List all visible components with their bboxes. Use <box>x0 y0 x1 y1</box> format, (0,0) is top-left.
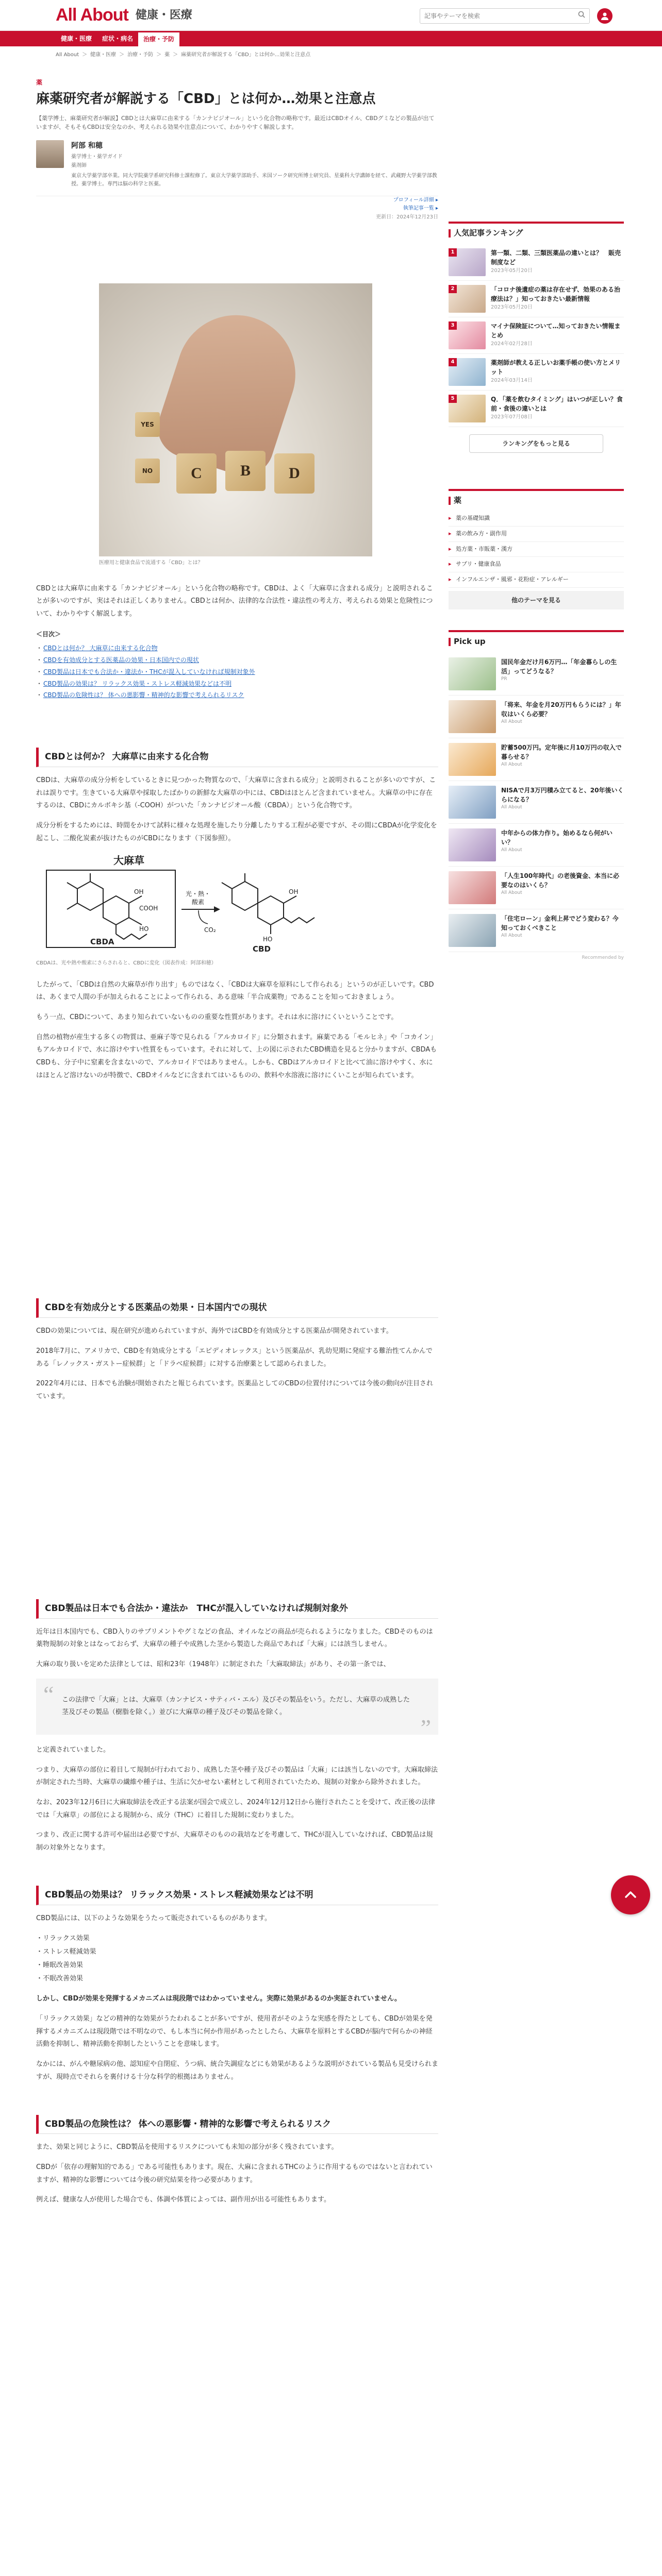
paragraph: と定義されていました。 <box>36 1746 110 1754</box>
ranking-heading <box>449 222 624 244</box>
paragraph: 成分分析をするためには、時間をかけて試料に様々な処理を施したり分離したりする工程が必要ですが、その間にCBDAが化学変化を起こし、二酸化炭素が抜けたものがCBDになります（下図参照）。 <box>36 822 437 842</box>
paragraph: 自然の植物が産生する多くの物質は、亜麻子等で見られる「アルカロイド」に分類されます。麻薬である「モルヒネ」や「コカイン」もアルカロイドで、水に溶けやすい性質をもっています。それに対して、上の図に示されたCBD構造を見ると分かりますが、CBDAもCBDも、分子中に窒素を含まないので、アルカロイドではありません。しかも、CBDはアルカロイドと比べて油に溶けやすく、水にはほとんど溶けないのが特徴で、CBDオイルなどに含まれてはいるものの、飲料や水溶液に溶けにくいことが知られています。 <box>36 1033 437 1079</box>
svg-text:HO: HO <box>139 925 149 933</box>
category-more-button[interactable]: 他のテーマを見る <box>449 591 624 609</box>
ranking-date: 2023年05月20日 <box>491 304 533 310</box>
arrow-head <box>214 906 220 912</box>
diagram-top-label: 大麻草 <box>113 854 144 867</box>
paragraph: また、効果と同じように、CBD製品を使用するリスクについても未知の部分が多く残されています。 <box>36 2143 338 2151</box>
category-link[interactable]: ▸ 薬の基礎知識 <box>449 511 624 527</box>
profile-link[interactable]: プロフィール詳細 <box>393 197 434 203</box>
paragraph: CBDが「依存の理解知的である」である可能性もあります。現在、大麻に含まれるTHCのように作用するものではないと言われていますが、精神的な影響については今後の研究結果を待つ必要があります。 <box>36 2163 433 2184</box>
nav-item-health[interactable]: 健康・医療 <box>61 35 92 42</box>
rank-number: 3 <box>449 321 457 330</box>
ranking-thumbnail <box>449 395 486 422</box>
section-medicine <box>36 1298 438 1403</box>
d-block: D <box>274 453 315 494</box>
article-lead: 【薬学博士、麻薬研究者が解説】CBDとは大麻草に由来する「カンナビジオール」という化合物の略称です。最近はCBDオイル、CBDグミなどの製品が出ていますが、そもそもCBDは安全なのか、考えられる効果や注意点について、わかりやすく解説します。 <box>36 114 435 131</box>
section-heading: CBD製品の危険性は？ 体への悪影響・精神的な影響で考えられるリスク <box>36 2115 438 2134</box>
heading-bar <box>449 497 451 505</box>
pickup-thumbnail <box>449 700 496 733</box>
arrow-label-line2: 酸素 <box>192 898 205 906</box>
diagram-caption: CBDAは、光や熱や酸素にさらされると、CBDに変化（図表作成：阿部和穂） <box>36 960 217 966</box>
pickup-thumbnail <box>449 743 496 776</box>
heading-bar <box>449 229 451 238</box>
pickup-item[interactable] <box>449 696 624 738</box>
search-icon[interactable] <box>578 11 585 21</box>
toc-item[interactable]: ・ CBDを有効成分とする医薬品の効果・日本国内での現状 <box>36 654 438 666</box>
cbd-molecule <box>222 873 315 934</box>
breadcrumb-item[interactable]: 薬 <box>164 52 170 58</box>
b-block: B <box>225 451 266 491</box>
pickup-title: 中年からの体力作り。始めるなら何がいい？ <box>501 829 613 846</box>
svg-text:COOH: COOH <box>139 904 158 912</box>
ranking-list <box>449 244 624 427</box>
list-item: ・ 睡眠改善効果 <box>36 1959 438 1972</box>
ranking-title: Q．「薬を飲むタイミング」はいつが正しい？食前・食後の違いとは <box>491 395 623 412</box>
paragraph: CBDは、大麻草の成分分析をしているときに見つかった物質なので、「大麻草に含まれる成分」と説明されることが多いのですが、これは誤りです。生きている大麻草や採取したばかりの新鮮な大麻草の中には、CBDはほとんど含まれていません。大麻草の中に存在するのは、CBDにカルボキシ基（-COOH）がついた「カンナビジオール酸（CBDA）」という化合物です。 <box>36 776 436 810</box>
rank-number: 5 <box>449 395 457 403</box>
author-title: 薬剤師 <box>71 162 87 168</box>
section-heading: CBD製品は日本でも合法か・違法か THCが混入していなければ規制対象外 <box>36 1599 438 1619</box>
nav-item-symptoms[interactable]: 症状・病名 <box>102 35 134 42</box>
category-link[interactable]: ▸ インフルエンザ・風邪・花粉症・アレルギー <box>449 572 624 588</box>
table-of-contents <box>36 629 438 701</box>
paragraph: 2022年4月には、日本でも治験が開始されたと報じられています。医薬品としてのCBDの位置付けについては今後の動向が注目されています。 <box>36 1380 434 1400</box>
breadcrumb: All About ＞ 健康・医療 ＞ 治療・予防 ＞ 薬 ＞ 麻薬研究者が解説する「CBD」とは何か...効果と注意点 <box>0 46 662 63</box>
pickup-thumbnail <box>449 786 496 819</box>
pickup-source: All About <box>501 847 522 853</box>
ranking-thumbnail <box>449 285 486 313</box>
chevron-up-icon <box>623 1887 638 1903</box>
pickup-heading <box>449 630 624 653</box>
article-list-link[interactable]: 執筆記事一覧 <box>403 205 434 211</box>
toc-item[interactable]: ・ CBD製品の効果は？ リラックス効果・ストレス軽減効果などは不明 <box>36 678 438 690</box>
pickup-source: All About <box>501 804 522 810</box>
paragraph: つまり、大麻草の部位に着目して規制が行われており、成熟した茎や種子及びその製品は「大麻」には該当しないのです。大麻取締法が制定された当時、大麻草の繊維や種子は、生活に欠かせない素材として利用されていたため、規制の対象から除外されました。 <box>36 1766 438 1787</box>
quote-text: この法律で「大麻」とは、大麻草（カンナビス・サティバ・エル）及びその製品をいう。ただし、大麻草の成熟した茎及びその製品（樹脂を除く。）並びに大麻草の種子及びその製品を除く。 <box>62 1696 410 1717</box>
section-what-is-cbd <box>36 748 438 1082</box>
section-heading: CBDとは何か？ 大麻草に由来する化合物 <box>36 748 438 767</box>
close-quote-icon: ” <box>420 1715 431 1741</box>
paragraph: 「リラックス効果」などの精神的な効果がうたわれることが多いですが、使用者がそのような実感を得たとしても、CBDが効果を発揮するメカニズムは現段階では不明なので、もし本当に何か作用があったとしたら、大麻草を原料とするCBDが脳内で何らかの神経活動を抑制し、精神活動を抑制したということを意味します。 <box>36 2015 433 2048</box>
ranking-thumbnail <box>449 321 486 349</box>
breadcrumb-item[interactable]: 健康・医療 <box>90 52 117 58</box>
category-list <box>449 511 624 587</box>
no-block: NO <box>135 459 160 483</box>
paragraph: 例えば、健康な人が使用した場合でも、体調や体質によっては、副作用が出る可能性もあります。 <box>36 2196 330 2204</box>
law-quote <box>36 1679 438 1741</box>
co2-label: CO₂ <box>204 926 216 934</box>
category-link[interactable]: ▸ 処方薬・市販薬・漢方 <box>449 542 624 557</box>
category-title: 薬 <box>454 495 462 505</box>
pickup-title: Pick up <box>454 637 486 647</box>
paragraph: したがって、「CBDは自然の大麻草が作り出す」ものではなく、「CBDは大麻草を原料にして作られる」というのが正しいです。CBDは、あくまで人間の手が加えられることによって作られる、ある意味「半合成薬物」であることを知っておきましょう。 <box>36 980 434 1002</box>
paragraph: 近年は日本国内でも、CBD入りのサプリメントやグミなどの食品、オイルなどの商品が売られるようになりました。CBDそのものは薬物規制の対象とはなっておらず、大麻草の種子や成熟した茎から製造した商品であれば「大麻」には該当しません。 <box>36 1628 433 1649</box>
search-input[interactable] <box>424 12 578 20</box>
article-main <box>36 77 438 2214</box>
nav-item-treatment[interactable]: 治療・予防 <box>138 31 179 46</box>
site-logo[interactable] <box>56 6 192 25</box>
hero-caption: 医療用と健康食品で流通する「CBD」とは？ <box>99 560 203 566</box>
svg-text:OH: OH <box>134 888 144 895</box>
pickup-source: All About <box>501 761 522 767</box>
ranking-more-button[interactable]: ランキングをもっと見る <box>469 434 603 453</box>
author-role: 薬学博士・薬学ガイド <box>71 154 123 160</box>
ranking-item[interactable] <box>449 281 624 317</box>
scroll-top-button[interactable] <box>611 1875 650 1914</box>
article-title: 麻薬研究者が解説する「CBD」とは何か…効果と注意点 <box>36 91 376 107</box>
ranking-title: 第一類、二類、三類医薬品の違いとは？ 販売制度など <box>491 249 621 266</box>
pickup-source: PR <box>501 676 507 682</box>
pickup-item[interactable] <box>449 909 624 952</box>
pickup-title: 国民年金だけ月6万円…「年金暮らしの生活」ってどうなる？ <box>501 658 617 675</box>
ranking-date: 2024年03月14日 <box>491 377 533 383</box>
breadcrumb-item[interactable]: 治療・予防 <box>127 52 154 58</box>
breadcrumb-current: 麻薬研究者が解説する「CBD」とは何か...効果と注意点 <box>181 52 311 58</box>
pickup-item[interactable] <box>449 824 624 867</box>
logo-category: 健康・医療 <box>135 8 192 22</box>
list-item: ・ ストレス軽減効果 <box>36 1945 438 1959</box>
breadcrumb-item[interactable]: All About <box>56 52 79 58</box>
updated-date: 更新日：2024年12月23日 <box>376 214 438 220</box>
category-box <box>449 489 624 609</box>
pickup-source: All About <box>501 719 522 724</box>
rank-number: 1 <box>449 248 457 257</box>
cbda-molecule <box>67 873 147 939</box>
pickup-item[interactable] <box>449 738 624 781</box>
section-heading: CBDを有効成分とする医薬品の効果・日本国内での現状 <box>36 1298 438 1318</box>
author-links: プロフィール詳細 ▸ 執筆記事一覧 ▸ <box>393 197 438 211</box>
ranking-date: 2023年07月08日 <box>491 414 533 420</box>
hero-image <box>99 283 372 556</box>
paragraph: つまり、改正に関する許可や届出は必要ですが、大麻草そのものの栽培などを考慮して、THCが混入していなければ、CBD製品は規制の対象外となります。 <box>36 1831 433 1852</box>
pickup-thumbnail <box>449 657 496 690</box>
paragraph: CBD製品には、以下のような効果をうたって販売されているものがあります。 <box>36 1914 271 1922</box>
pickup-title: 貯蓄500万円。定年後に月10万円の収入で暮らせる？ <box>501 743 622 760</box>
intro-text: CBDとは大麻草に由来する「カンナビジオール」という化合物の略称です。CBDは、よく「大麻草に含まれる成分」と説明されることが多いのですが、実はそれは正しくありません。CBDとは何か、法律的な合法性・違法性の考え方、考えられる効果と危険性について、わかりやすく解説します。 <box>36 584 433 618</box>
pickup-box <box>449 630 624 962</box>
paragraph: 大麻の取り扱いを定めた法律としては、昭和23年（1948年）に制定された「大麻取締法」があり、その第一条では、 <box>36 1660 390 1668</box>
paragraph-bold: しかし、CBDが効果を発揮するメカニズムは現段階ではわかっていません。実際に効果があるのか実証されていません。 <box>36 1995 401 2003</box>
search-box <box>420 8 590 24</box>
logo-main: All About <box>56 5 128 25</box>
paragraph: 2018年7月に、アメリカで、CBDを有効成分とする「エピディオレックス」という医薬品が、乳幼児期に発症する難治性てんかんである「レノックス・ガストー症候群」と「ドラベ症候群」に対する治療薬として認められました。 <box>36 1347 433 1368</box>
yes-block: YES <box>135 412 160 437</box>
pickup-item[interactable] <box>449 781 624 824</box>
pickup-source: All About <box>501 933 522 938</box>
heading-bar <box>449 638 451 646</box>
ranking-item[interactable] <box>449 391 624 427</box>
rank-number: 4 <box>449 358 457 366</box>
open-quote-icon: “ <box>43 1681 54 1707</box>
author-name[interactable]: 阿部 和穂 <box>71 141 103 150</box>
svg-text:HO: HO <box>263 935 273 943</box>
effects-list <box>36 1932 438 1986</box>
pickup-item[interactable] <box>449 867 624 909</box>
pickup-title: 「人生100年時代」の老後資金、本当に必要なのはいくら？ <box>501 872 620 889</box>
paragraph: なかには、がんや糖尿病の他、認知症や自閉症、うつ病、統合失調症などにも効果があるような説明がされている製品も見受けられますが、現時点でそれらを裏付ける十分な科学的根拠はありません。 <box>36 2060 439 2081</box>
pickup-title: 「将来、年金を月20万円もらうには？」年収はいくら必要？ <box>501 701 621 718</box>
toc-title: ＜目次＞ <box>36 630 61 638</box>
pickup-thumbnail <box>449 828 496 861</box>
toc-item[interactable]: ・ CBD製品は日本でも合法か・違法か・THCが混入していなければ規制対象外 <box>36 666 438 678</box>
toc-item[interactable]: ・ CBDとは何か？ 大麻草に由来する化合物 <box>36 642 438 654</box>
section-legality <box>36 1599 438 1855</box>
ranking-item[interactable] <box>449 244 624 281</box>
paragraph: もう一点、CBDについて、あまり知られていないものの重要な性質があります。それは水に溶けにくいということです。 <box>36 1013 398 1021</box>
ranking-date: 2023年05月20日 <box>491 267 533 274</box>
ranking-item[interactable] <box>449 317 624 354</box>
author-bio: 東京大学薬学部卒業。同大学院薬学系研究科修士課程修了。東京大学薬学部助手、米国ソーク研究所博士研究員、星薬科大学講師を経て、武蔵野大学薬学部教授。薬学博士。専門は脳の科学と医薬。 <box>71 173 437 187</box>
category-nav <box>0 31 662 46</box>
toc-item[interactable]: ・ CBD製品の危険性は？ 体への悪影響・精神的な影響で考えられるリスク <box>36 689 438 701</box>
rank-number: 2 <box>449 285 457 293</box>
ranking-title: 人気記事ランキング <box>454 228 523 238</box>
recommend-note: Recommended by <box>582 955 624 960</box>
paragraph: CBDの効果については、現在研究が進められていますが、海外ではCBDを有効成分とする医薬品が開発されています。 <box>36 1327 393 1335</box>
section-risks <box>36 2115 438 2207</box>
sidebar <box>449 222 624 962</box>
author-box <box>36 135 438 196</box>
arrow-label-line1: 光・熱・ <box>186 890 211 897</box>
pickup-source: All About <box>501 890 522 895</box>
ranking-date: 2024年02月28日 <box>491 341 533 347</box>
ranking-item[interactable] <box>449 354 624 391</box>
pickup-item[interactable] <box>449 653 624 696</box>
header-right <box>420 8 613 24</box>
ranking-title: 「コロナ後遺症の薬は存在せず、効果のある治療法は？」知っておきたい最新情報 <box>491 285 621 302</box>
svg-text:OH: OH <box>289 888 299 895</box>
category-link[interactable]: ▸ 薬の飲み方・副作用 <box>449 527 624 542</box>
site-header <box>0 0 662 31</box>
section-heading: CBD製品の効果は？ リラックス効果・ストレス軽減効果などは不明 <box>36 1886 438 1905</box>
ranking-thumbnail <box>449 248 486 276</box>
cbda-cbd-diagram <box>36 853 325 956</box>
pickup-thumbnail <box>449 914 496 947</box>
cbd-label: CBD <box>253 944 271 954</box>
user-icon[interactable] <box>597 8 613 24</box>
structure-svg <box>36 853 325 956</box>
category-link[interactable]: ▸ サプリ・健康食品 <box>449 557 624 572</box>
cbda-label: CBDA <box>90 937 114 946</box>
article-category[interactable]: 薬 <box>36 79 43 86</box>
category-heading <box>449 489 624 512</box>
pickup-title: 「住宅ローン」金利上昇でどう変わる？今知っておくべきこと <box>501 914 619 931</box>
ranking-title: 薬剤師が教える正しいお薬手帳の使い方とメリット <box>491 359 621 376</box>
c-block: C <box>176 453 217 494</box>
paragraph: なお、2023年12月6日に大麻取締法を改正する法案が国会で成立し、2024年12月12日から施行されたことを受けて、改正後の法律では「大麻草」の部位による規制から、成分（THC）に着目した規制に変わりました。 <box>36 1799 435 1819</box>
list-item: ・ 不眠改善効果 <box>36 1972 438 1986</box>
pickup-thumbnail <box>449 871 496 904</box>
ranking-title: マイナ保険証について…知っておきたい情報まとめ <box>491 322 621 339</box>
list-item: ・ リラックス効果 <box>36 1932 438 1945</box>
ranking-thumbnail <box>449 358 486 386</box>
section-effects <box>36 1886 438 2084</box>
pickup-title: NISAで月3万円積み立てると、20年後いくらになる？ <box>501 786 624 803</box>
author-avatar[interactable] <box>36 140 64 168</box>
